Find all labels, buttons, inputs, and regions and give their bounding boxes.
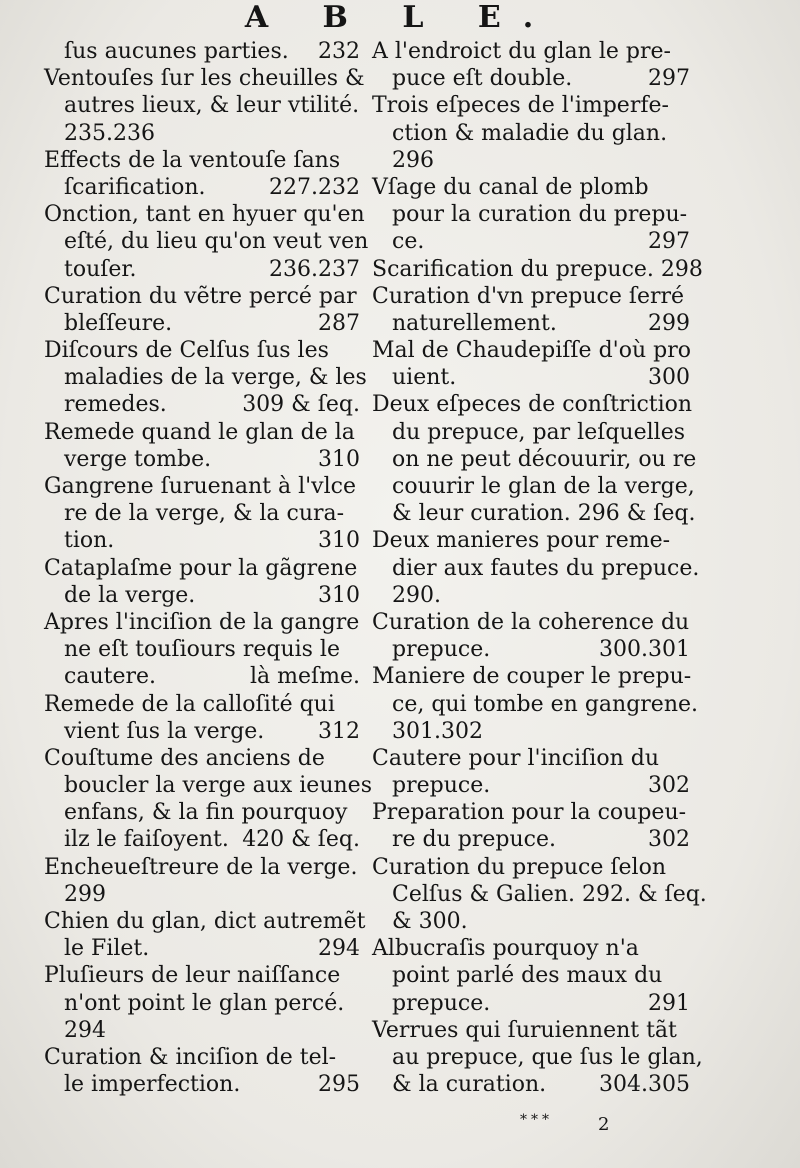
index-entry-text: Scarification du prepuce. 298 (372, 256, 703, 282)
index-line (44, 826, 360, 853)
index-line (44, 582, 360, 609)
index-entry-text: Maniere de couper le prepu- (372, 664, 692, 690)
index-entry-text: ce, qui tombe en gangrene. (392, 691, 699, 717)
index-entry-text: le Filet. (64, 936, 150, 962)
index-line (372, 256, 703, 283)
index-line (44, 419, 360, 446)
index-entry-text: Gangrene ſuruenant à l'vlce (44, 474, 356, 499)
index-line (372, 1071, 690, 1098)
index-line (44, 92, 360, 119)
index-line (372, 745, 690, 772)
index-entry-text: re de la verge, & la cura- (64, 501, 345, 527)
index-entry-text: Apres l'inciſion de la gangre (44, 609, 360, 635)
index-entry-text: prepuce. (392, 773, 491, 799)
index-entry-text: ſcarification. (64, 174, 206, 200)
index-line (372, 826, 690, 853)
index-entry-text: eſté, du lieu qu'on veut ven (64, 229, 369, 255)
index-entry-text: Ventouſes ſur les cheuilles & (44, 66, 365, 92)
page-reference: là meſme. (249, 664, 360, 690)
index-entry-text: Effects de la ventouſe ſans (44, 147, 341, 173)
index-entry-text: remedes. (64, 392, 167, 418)
index-line (44, 364, 367, 391)
index-entry-text: Cautere pour l'inciſion du (372, 745, 659, 771)
index-entry-text: Celſus & Galien. 292. & ſeq. (392, 881, 707, 907)
index-entry-text: & leur curation. 296 & ſeq. (392, 501, 696, 527)
page-reference: 227.232 (269, 174, 360, 200)
index-entry-text: & la curation. (392, 1072, 547, 1098)
index-entry-text: Curation du vẽtre percé par (44, 283, 357, 309)
index-line (372, 147, 690, 174)
page-reference: 232 (318, 39, 360, 64)
index-line (372, 120, 690, 147)
page-reference: 295 (318, 1072, 360, 1098)
index-entry-text: maladies de la verge, & les (64, 365, 367, 391)
index-entry-text: ilz le faiſoyent. (64, 827, 229, 853)
index-entry-text: de la verge. (64, 582, 196, 608)
index-line (44, 147, 360, 174)
index-entry-text: au prepuce, que ſus le glan, (392, 1044, 703, 1070)
index-line (372, 1017, 690, 1044)
index-entry-text: Albucraſis pourquoy n'a (372, 936, 639, 962)
index-entry-text: 296 (392, 147, 434, 173)
index-line (44, 391, 360, 418)
index-entry-text: puce eſt double. (392, 66, 573, 92)
index-entry-text: Onction, tant en hyuer qu'en (44, 202, 365, 228)
page-reference: 287 (318, 310, 360, 336)
index-line (44, 1017, 360, 1044)
index-entry-text: naturellement. (392, 310, 557, 336)
index-entry-text: Remede de la calloſité qui (44, 691, 335, 717)
index-line (44, 120, 360, 147)
page-reference: 312 (318, 718, 360, 744)
index-entry-text: ſus aucunes parties. (64, 39, 289, 64)
index-line (44, 990, 360, 1017)
index-line (372, 283, 690, 310)
index-line (372, 527, 690, 554)
index-entry-text: Curation & inciſion de tel- (44, 1044, 337, 1070)
index-line (372, 990, 690, 1017)
page-reference: 302 (648, 773, 690, 799)
page-reference: 297 (648, 229, 690, 255)
index-entry-text: uient. (392, 365, 457, 391)
index-line (372, 174, 690, 201)
index-entry-text: re du prepuce. (392, 827, 556, 853)
index-line (372, 1044, 703, 1071)
page-reference: 304.305 (599, 1072, 690, 1098)
page-reference: 299 (648, 310, 690, 336)
index-line (44, 854, 360, 881)
index-line (44, 555, 360, 582)
page-reference: 309 & ſeq. (242, 392, 360, 418)
index-entry-text: 299 (64, 881, 106, 907)
index-entry-text: point parlé des maux du (392, 963, 663, 989)
index-line (44, 473, 360, 500)
page-reference: 420 & ſeq. (242, 827, 360, 853)
index-line (372, 65, 690, 92)
index-line (44, 446, 360, 473)
page-reference: 310 (318, 528, 360, 554)
index-line (372, 228, 690, 255)
index-entry-text: couurir le glan de la verge, (392, 474, 695, 499)
index-entry-text: ction & maladie du glan. (392, 120, 668, 146)
index-entry-text: enfans, & la fin pourquoy (64, 800, 348, 826)
footer-asterisks: *** (520, 1112, 553, 1128)
index-line (44, 745, 360, 772)
index-entry-text: tion. (64, 528, 115, 554)
index-line (44, 609, 360, 636)
index-entry-text: Pluſieurs de leur naiſſance (44, 963, 341, 989)
index-entry-text: Cataplaſme pour la gãgrene (44, 555, 358, 581)
index-entry-text: Verrues qui ſuruiennent tãt (372, 1017, 677, 1043)
index-column-right (372, 38, 707, 1098)
index-entry-text: Chien du glan, dict autremẽt (44, 909, 366, 934)
index-line (372, 691, 699, 718)
page-reference: 300 (648, 365, 690, 391)
index-entry-text: Curation du prepuce ſelon (372, 854, 666, 880)
index-entry-text: ne eſt touſiours requis le (64, 637, 340, 663)
index-line (44, 663, 360, 690)
index-line (372, 473, 695, 500)
index-line (372, 446, 697, 473)
index-entry-text: n'ont point le glan percé. (64, 990, 345, 1016)
index-entry-text: bleſſeure. (64, 310, 173, 336)
index-line (372, 718, 690, 745)
index-line (372, 854, 690, 881)
index-entry-text: A l'endroict du glan le pre- (372, 39, 671, 64)
page-reference: 310 (318, 582, 360, 608)
index-entry-text: vient ſus la verge. (64, 718, 265, 744)
index-line (44, 228, 369, 255)
index-entry-text: prepuce. (392, 990, 491, 1016)
index-line (44, 38, 360, 65)
index-entry-text: le imperfection. (64, 1072, 241, 1098)
index-entry-text: Trois eſpeces de l'imperfe- (372, 93, 669, 119)
index-line (44, 799, 360, 826)
index-line (372, 555, 700, 582)
index-line (44, 962, 360, 989)
index-entry-text: Encheueſtreure de la verge. (44, 854, 358, 880)
index-entry-text: Deux eſpeces de conſtriction (372, 392, 693, 418)
index-line (372, 419, 690, 446)
index-line (372, 772, 690, 799)
index-line (372, 391, 693, 418)
index-line (372, 500, 696, 527)
index-entry-text: 294 (64, 1017, 106, 1043)
index-entry-text: cautere. (64, 664, 156, 690)
index-line (44, 65, 365, 92)
index-entry-text: ce. (392, 229, 425, 255)
index-entry-text: boucler la verge aux ieunes (64, 773, 372, 799)
page-header: A B L E. (244, 0, 556, 35)
index-line (44, 201, 365, 228)
index-line (44, 881, 360, 908)
index-line (372, 337, 690, 364)
index-entry-text: Curation d'vn prepuce ſerré (372, 283, 685, 309)
index-line (372, 38, 690, 65)
index-line (44, 500, 360, 527)
index-entry-text: 290. (392, 582, 441, 608)
page-reference: 297 (648, 66, 690, 92)
index-line (372, 663, 690, 690)
index-line (372, 935, 690, 962)
page-reference: 236.237 (269, 256, 360, 282)
index-entry-text: Deux manieres pour reme- (372, 528, 671, 554)
index-line (44, 935, 360, 962)
index-entry-text: 301.302 (392, 718, 483, 744)
index-line (372, 92, 690, 119)
index-entry-text: autres lieux, & leur vtilité. (64, 93, 360, 119)
page-reference: 294 (318, 936, 360, 962)
index-line (372, 799, 690, 826)
index-line (44, 1044, 360, 1071)
index-column-left (44, 38, 372, 1098)
index-line (372, 636, 690, 663)
index-line (44, 691, 360, 718)
index-line (44, 310, 360, 337)
index-entry-text: dier aux fautes du prepuce. (392, 555, 700, 581)
index-entry-text: Curation de la coherence du (372, 609, 690, 635)
index-line (44, 527, 360, 554)
index-entry-text: touſer. (64, 256, 137, 282)
index-entry-text: Remede quand le glan de la (44, 419, 355, 445)
page-reference: 310 (318, 446, 360, 472)
index-line (372, 310, 690, 337)
index-entry-text: pour la curation du prepu- (392, 202, 688, 228)
index-entry-text: Preparation pour la coupeu- (372, 800, 687, 826)
index-entry-text: Couſtume des anciens de (44, 745, 325, 771)
index-entry-text: Mal de Chaudepiſſe d'où pro (372, 338, 691, 364)
index-entry-text: 235.236 (64, 120, 155, 146)
index-entry-text: Vſage du canal de plomb (372, 174, 649, 200)
index-entry-text: verge tombe. (64, 446, 212, 472)
page-reference: 291 (648, 990, 690, 1016)
index-line (372, 582, 690, 609)
index-line (372, 962, 690, 989)
index-line (44, 283, 360, 310)
index-line (44, 337, 360, 364)
index-line (372, 908, 690, 935)
index-line (372, 881, 707, 908)
index-entry-text: prepuce. (392, 637, 491, 663)
index-line (372, 364, 690, 391)
index-line (44, 256, 360, 283)
index-entry-text: on ne peut découurir, ou re (392, 446, 697, 472)
index-line (44, 174, 360, 201)
index-entry-text: Diſcours de Celſus ſus les (44, 338, 329, 364)
index-line (372, 201, 690, 228)
index-line (44, 772, 372, 799)
index-line (372, 609, 690, 636)
page-reference: 302 (648, 827, 690, 853)
index-line (44, 718, 360, 745)
index-line (44, 1071, 360, 1098)
index-line (44, 636, 360, 663)
signature-mark: 2 (598, 1114, 610, 1135)
index-entry-text: du prepuce, par leſquelles (392, 419, 686, 445)
index-line (44, 908, 366, 935)
index-entry-text: & 300. (392, 909, 468, 934)
page-reference: 300.301 (599, 637, 690, 663)
